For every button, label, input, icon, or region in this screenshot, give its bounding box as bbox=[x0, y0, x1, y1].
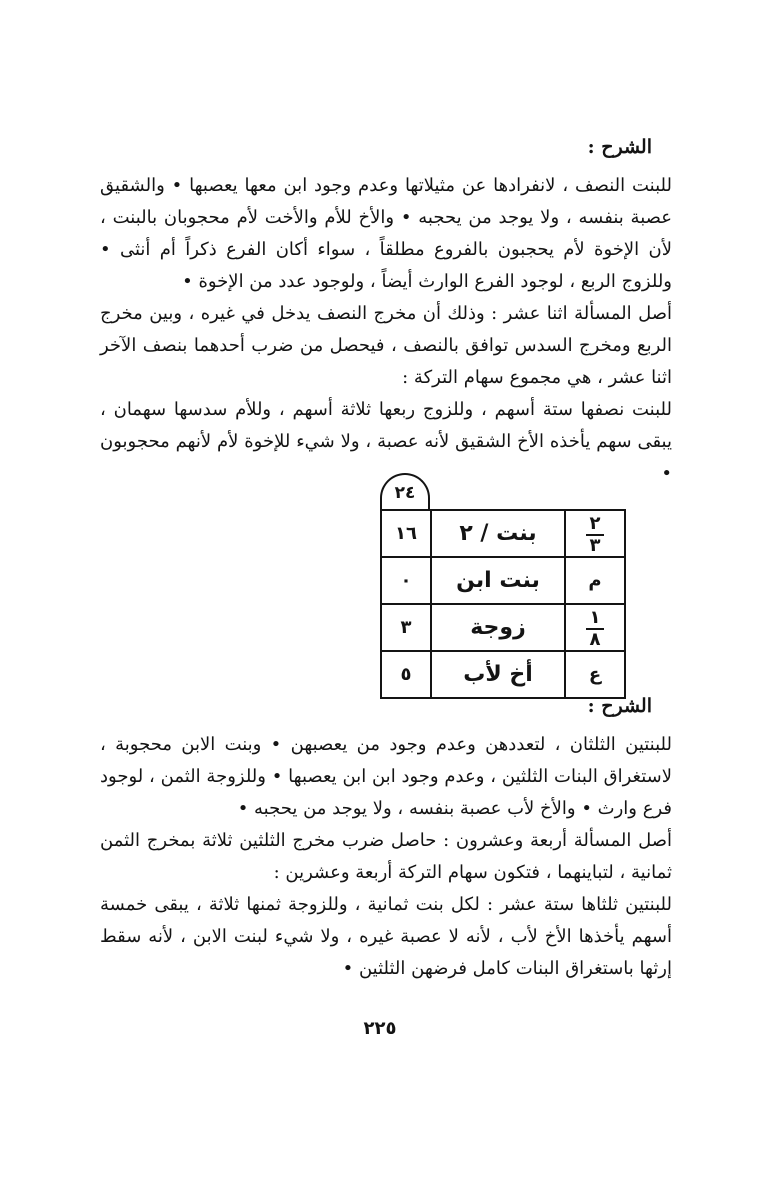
page-number: ٢٢٥ bbox=[363, 1018, 397, 1039]
section1-heading: الشرح : bbox=[587, 136, 652, 158]
heir-cell: بنت ابن bbox=[431, 557, 565, 604]
shares-cell: ٣ bbox=[381, 604, 431, 651]
shares-cell: ١٦ bbox=[381, 510, 431, 557]
section2-heirs-paragraph: للبنتين الثلثان ، لتعددهن وعدم وجود من يعصبهن • وبنت الابن محجوبة ، لاستغراق البنات الثلثين ، وعدم وجود ابن ابن يعصبها • وللزوجة الثمن ، لوجود فرع وارث • والأخ لأب عصبة بنفسه ، ولا يوجد من يحجبه • bbox=[100, 734, 672, 819]
fraction-numerator: ٢ bbox=[589, 512, 601, 534]
shares-cell: ٥ bbox=[381, 651, 431, 698]
section1-explanation bbox=[100, 170, 672, 490]
heir-cell: أخ لأب bbox=[431, 651, 565, 698]
fraction-stack bbox=[586, 512, 604, 556]
heirs-grid bbox=[380, 509, 626, 699]
section2-base-paragraph: أصل المسألة أربعة وعشرون : حاصل ضرب مخرج الثلثين ثلاثة بمخرج الثمن ثمانية ، لتباينهما ، فتكون سهام التركة أربعة وعشرين : bbox=[100, 830, 672, 883]
fraction-denominator: ٨ bbox=[589, 628, 601, 650]
section2-shares-paragraph: للبنتين ثلثاها ستة عشر : لكل بنت ثمانية ، وللزوجة ثمنها ثلاثة ، يبقى خمسة أسهم يأخذها الأخ لأب ، لأنه لا عصبة غيره ، ولا شيء لبنت الابن ، لأنه سقط إرثها باستغراق البنات كامل فرضهن الثلثين • bbox=[100, 894, 672, 979]
shares-cell: ٠ bbox=[381, 557, 431, 604]
fraction-cell: م bbox=[565, 557, 625, 604]
fraction-cell bbox=[565, 510, 625, 557]
table-row bbox=[381, 604, 625, 651]
problem-base-cell: ٢٤ bbox=[380, 473, 430, 511]
section2-explanation bbox=[100, 729, 672, 985]
section1-heirs-paragraph: للبنت النصف ، لانفرادها عن مثيلاتها وعدم وجود ابن معها يعصبها • والشقيق عصبة بنفسه ، ولا يوجد من يحجبه • والأخ للأم والأخت لأم محجوبان بالبنت ، لأن الإخوة لأم يحجبون بالفروع مطلقاً ، سواء أكان الفرع ذكراً أم أنثى • وللزوج الربع ، لوجود الفرع الوارث أيضاً ، ولوجود عدد من الإخوة • bbox=[100, 175, 672, 292]
section1-base-paragraph: أصل المسألة اثنا عشر : وذلك أن مخرج النصف يدخل في غيره ، وبين مخرج الربع ومخرج السدس توافق بالنصف ، فيحصل من ضرب أحدهما بنصف الآخر اثنا عشر ، هي مجموع سهام التركة : bbox=[100, 303, 672, 388]
table-row bbox=[381, 557, 625, 604]
fraction-numerator: ١ bbox=[589, 606, 601, 628]
table-row bbox=[381, 510, 625, 557]
fraction-denominator: ٣ bbox=[589, 534, 601, 556]
section2-heading: الشرح : bbox=[587, 695, 652, 717]
heir-cell: زوجة bbox=[431, 604, 565, 651]
fraction-cell: ع bbox=[565, 651, 625, 698]
fraction-cell bbox=[565, 604, 625, 651]
inheritance-table bbox=[380, 473, 618, 691]
table-row bbox=[381, 651, 625, 698]
heir-cell: بنت / ٢ bbox=[431, 510, 565, 557]
section1-shares-paragraph: للبنت نصفها ستة أسهم ، وللزوج ربعها ثلاثة أسهم ، وللأم سدسها سهمان ، يبقى سهم يأخذه الأخ الشقيق لأنه عصبة ، ولا شيء للإخوة لأم لأنهم محجوبون • bbox=[100, 399, 672, 484]
fraction-stack bbox=[586, 606, 604, 650]
